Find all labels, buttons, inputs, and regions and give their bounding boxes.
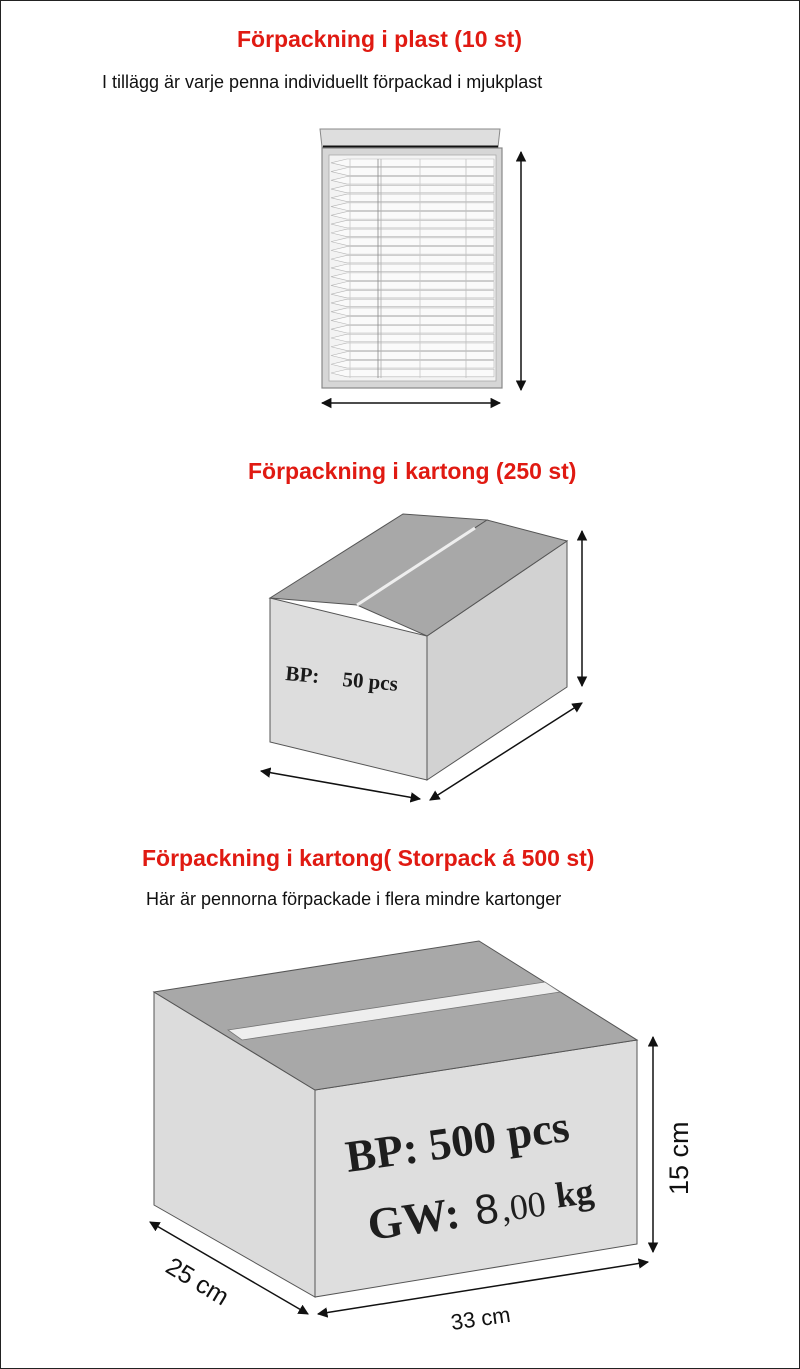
pen	[331, 352, 494, 360]
pen	[331, 334, 494, 342]
pen	[331, 299, 494, 307]
section3-title: Förpackning i kartong( Storpack á 500 st)	[142, 845, 595, 871]
dim-height-label: 15 cm	[664, 1121, 694, 1195]
pen	[331, 308, 494, 316]
pen	[331, 168, 494, 176]
dim-width-label: 33 cm	[449, 1301, 513, 1335]
pen	[331, 369, 494, 377]
pen	[331, 343, 494, 351]
box-width-arrow	[261, 771, 420, 799]
pen	[331, 185, 494, 193]
plastic-bag-illustration	[320, 129, 502, 388]
pen	[331, 247, 494, 255]
pen	[331, 325, 494, 333]
weight-unit: kg	[552, 1170, 597, 1216]
pen	[331, 255, 494, 263]
section3-subtitle: Här är pennorna förpackade i flera mindre kartonger	[146, 889, 562, 909]
pen	[331, 290, 494, 298]
weight-integer: 8	[471, 1184, 502, 1234]
pen	[331, 360, 494, 368]
box-label-prefix: BP:	[284, 661, 321, 688]
section1-title: Förpackning i plast (10 st)	[237, 26, 522, 52]
box-label-value: 50 pcs	[341, 667, 399, 696]
gw-label: GW:	[364, 1187, 464, 1250]
pen	[331, 177, 494, 185]
pen	[331, 317, 494, 325]
pen	[331, 229, 494, 237]
pen	[331, 220, 494, 228]
weight-decimal: ,00	[498, 1183, 549, 1230]
pen	[331, 264, 494, 272]
section2-title: Förpackning i kartong (250 st)	[248, 458, 577, 484]
box-illustration	[270, 514, 567, 780]
pen	[331, 238, 494, 246]
pen	[331, 273, 494, 281]
pens-group	[331, 159, 494, 378]
large-box-label-line1: BP: 500 pcs	[342, 1101, 573, 1182]
large-box-illustration	[154, 941, 637, 1297]
pen	[331, 203, 494, 211]
pen	[331, 159, 494, 167]
pen	[331, 212, 494, 220]
dim-depth-label: 25 cm	[160, 1252, 234, 1312]
pen	[331, 282, 494, 290]
section1-subtitle: I tillägg är varje penna individuellt förpackad i mjukplast	[102, 72, 543, 92]
pen	[331, 194, 494, 202]
